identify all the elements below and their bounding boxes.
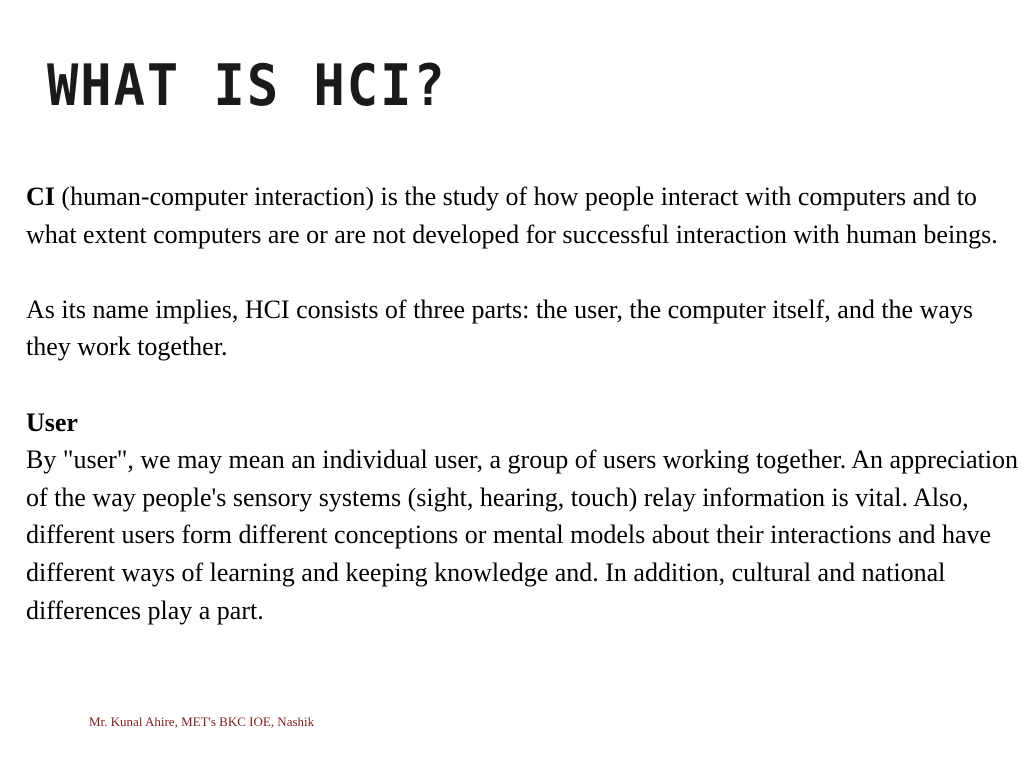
paragraph-spacer xyxy=(26,253,1024,291)
user-paragraph: By "user", we may mean an individual user, a group of users working together. An appreciation of the way people's sensory systems (sight, hearing, touch) relay information is vital. Also, different users form different conceptions or mental models about their interactions and have different ways of learning and keeping knowledge and. In addition, cultural and national differences play a part. xyxy=(26,445,1019,625)
parts-paragraph: As its name implies, HCI consists of three parts: the user, the computer itself, and the ways they work together. xyxy=(26,294,974,362)
intro-text: (human-computer interaction) is the study of how people interact with computers and to what extent computers are or are not developed for successful interaction with human beings. xyxy=(26,182,998,249)
slide-body xyxy=(26,178,1024,629)
intro-paragraph xyxy=(26,178,1024,253)
user-heading: User xyxy=(26,407,78,437)
footer-credit: Mr. Kunal Ahire, MET's BKC IOE, Nashik xyxy=(89,714,315,729)
intro-term: CI xyxy=(26,182,55,211)
paragraph-spacer xyxy=(26,366,1024,404)
slide-title: WHAT IS HCI? xyxy=(47,53,447,120)
